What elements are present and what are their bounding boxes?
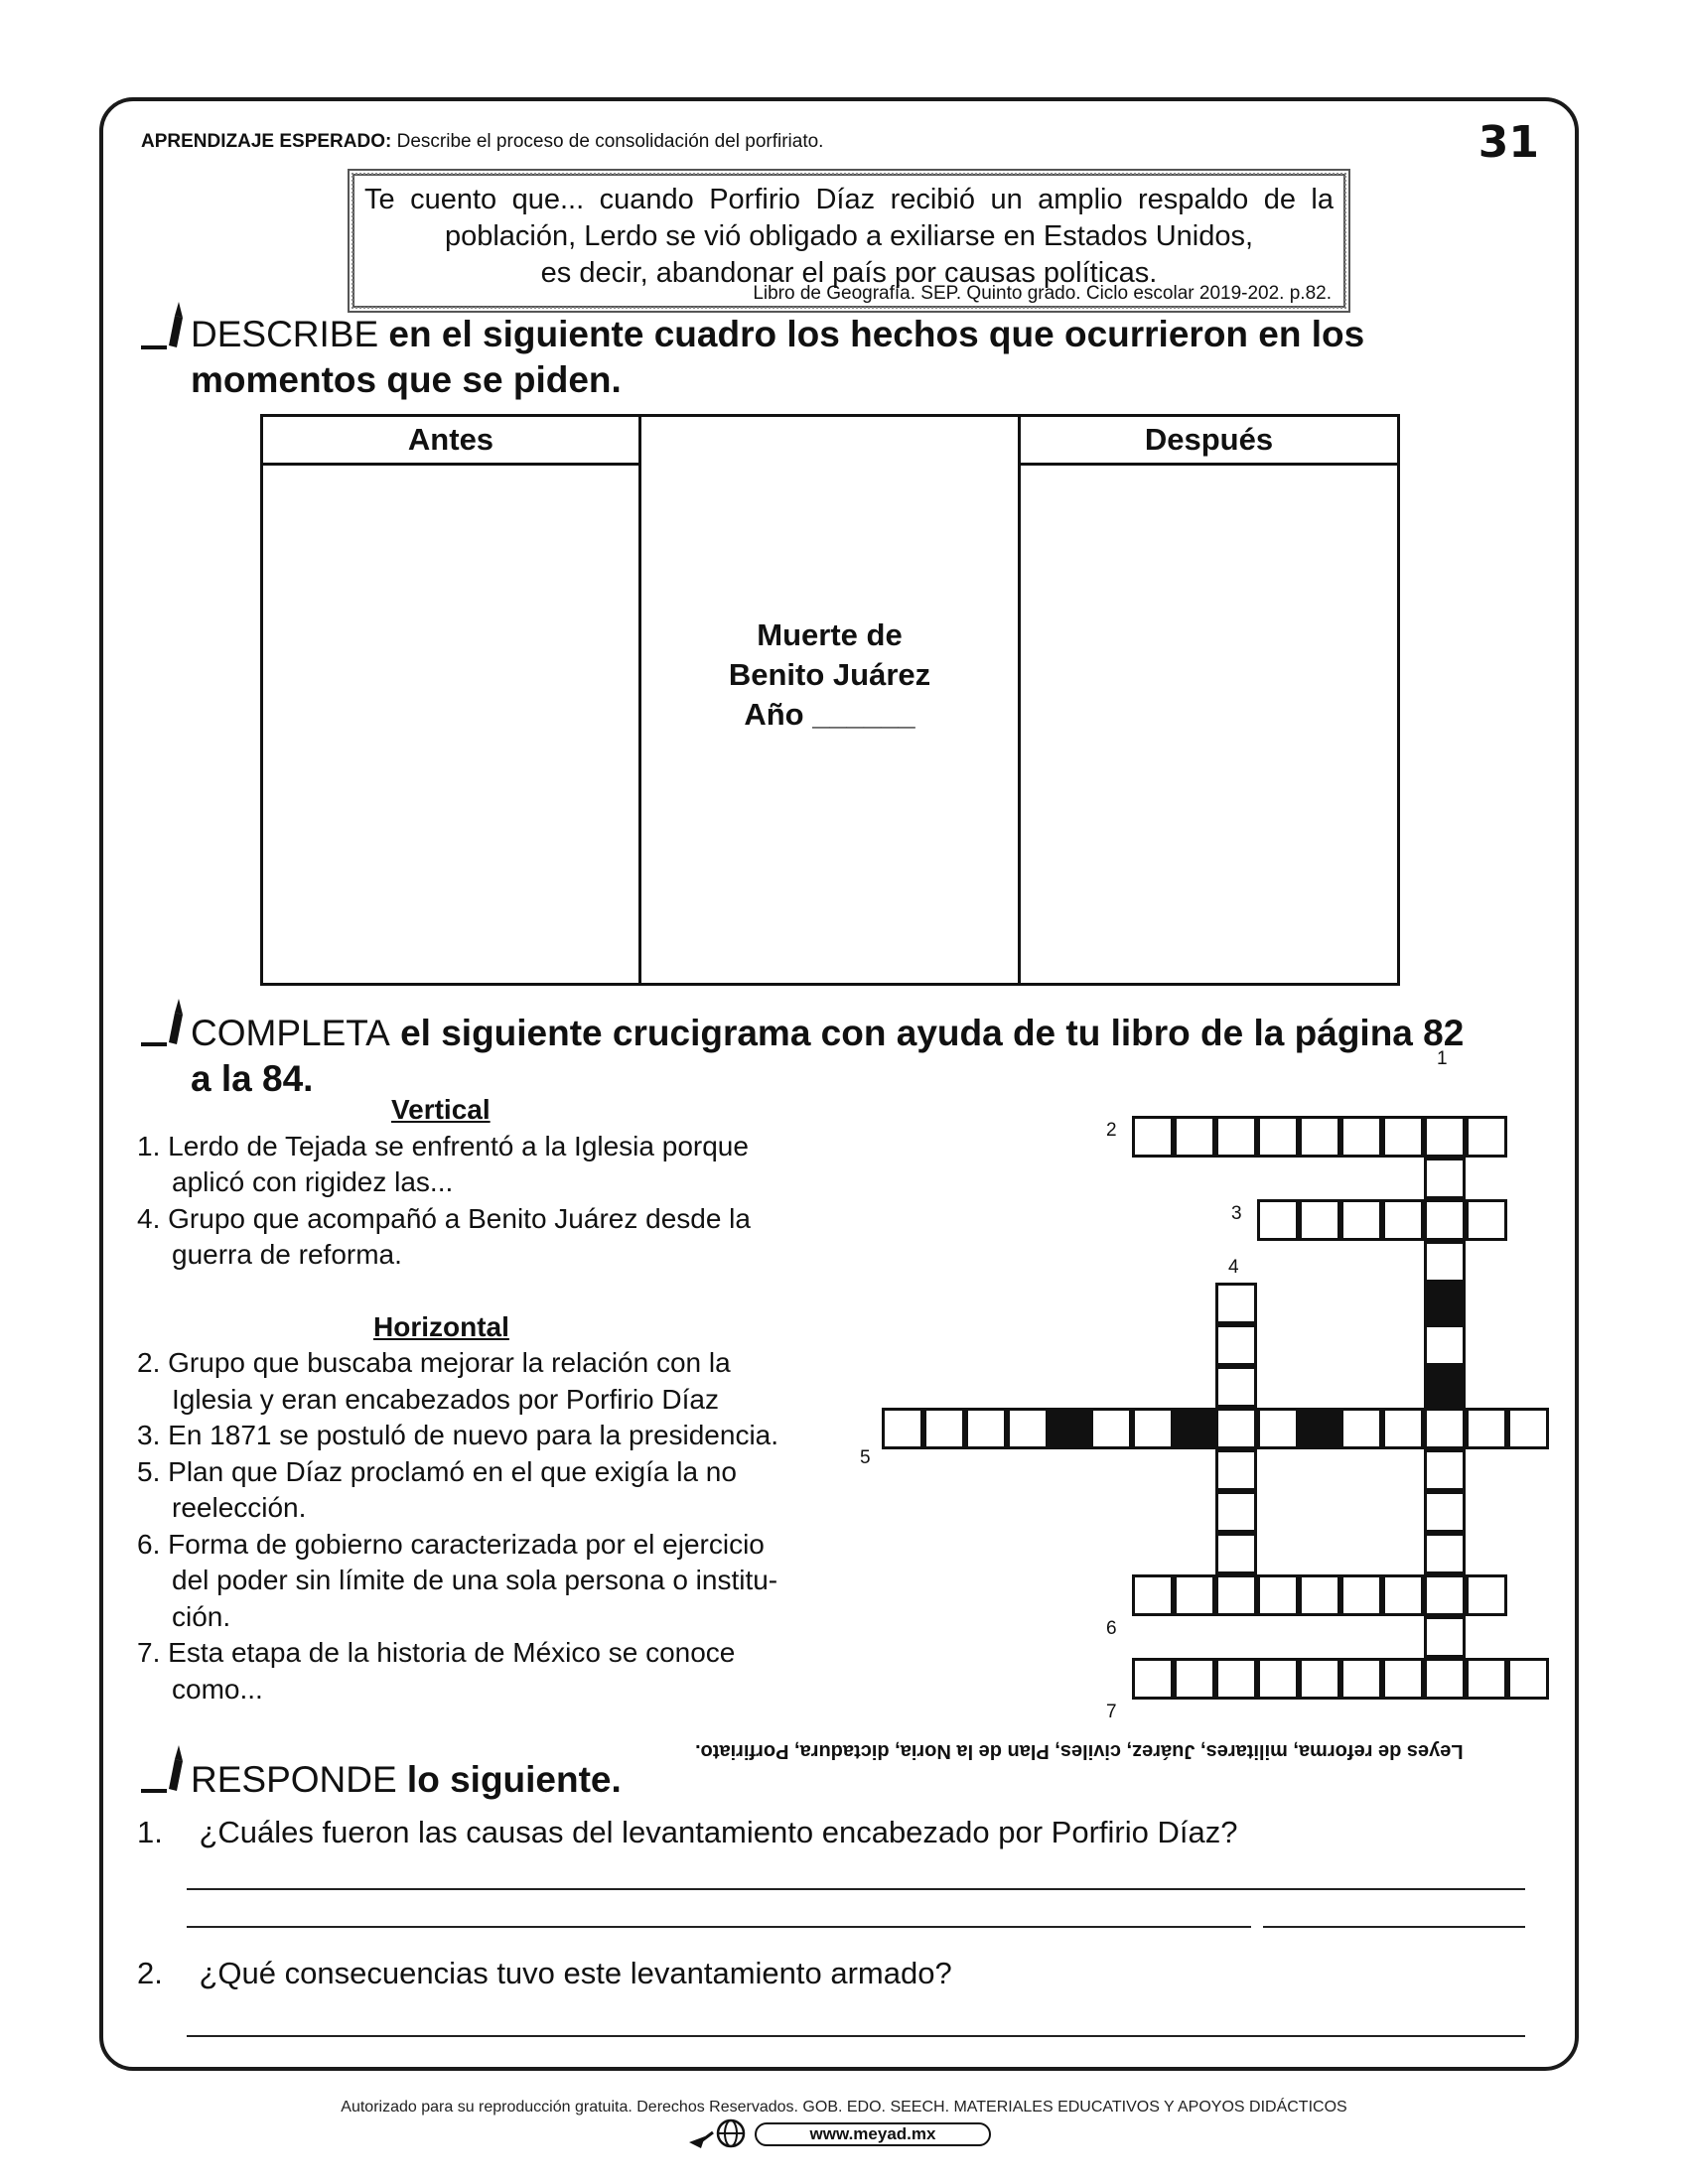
question-2 <box>137 1956 952 1991</box>
clue-text: Iglesia y eran encabezados por Porfirio Díaz <box>172 1383 719 1415</box>
after-header: Después <box>1021 417 1397 466</box>
crossword-cell[interactable] <box>1424 1491 1466 1533</box>
clue-number: 6. <box>137 1528 161 1560</box>
clue-vertical-4 <box>137 1201 852 1274</box>
crossword-cell[interactable] <box>1424 1449 1466 1491</box>
crossword-number: 3 <box>1231 1203 1242 1224</box>
clue-horizontal-2 <box>137 1345 852 1418</box>
crossword-cell[interactable] <box>1424 1158 1466 1199</box>
crossword-cell[interactable] <box>1340 1574 1382 1616</box>
clue-text: Grupo que acompañó a Benito Juárez desde la <box>168 1202 751 1234</box>
crossword-cell[interactable] <box>1215 1449 1257 1491</box>
year-blank[interactable]: Año ______ <box>744 697 915 732</box>
clue-number: 1. <box>137 1130 161 1161</box>
pencil-icon <box>139 296 191 351</box>
crossword-cell[interactable] <box>1424 1574 1466 1616</box>
crossword-cell[interactable] <box>1090 1408 1132 1449</box>
crossword-cell[interactable] <box>1382 1574 1424 1616</box>
question-text: ¿Qué consecuencias tuvo este levantamiento armado? <box>199 1956 952 1990</box>
describe-verb: DESCRIBE <box>191 314 379 354</box>
answer-line[interactable] <box>1263 1926 1525 1928</box>
section-respond-heading <box>191 1757 622 1803</box>
crossword-cell[interactable] <box>1340 1408 1382 1449</box>
crossword-number: 7 <box>1106 1702 1117 1722</box>
quote-line: es decir, abandonar el país por causas políticas. <box>540 257 1158 289</box>
objective-text: Describe el proceso de consolidación del porfiriato. <box>396 131 824 152</box>
crossword-cell[interactable] <box>1257 1116 1299 1158</box>
quote-box <box>348 169 1350 313</box>
complete-verb: COMPLETA <box>191 1013 390 1053</box>
heading-text: momentos que se piden. <box>191 359 622 400</box>
clue-horizontal-3 <box>137 1418 852 1454</box>
before-after-table <box>260 414 1400 986</box>
crossword-cell[interactable] <box>1424 1533 1466 1574</box>
crossword-cell[interactable] <box>1424 1408 1466 1449</box>
pencil-icon <box>139 1739 191 1795</box>
crossword-cell[interactable] <box>1215 1574 1257 1616</box>
clue-text: Esta etapa de la historia de México se conoce <box>168 1637 736 1668</box>
crossword-cell[interactable] <box>1424 1658 1466 1700</box>
center-line: Benito Juárez <box>728 657 931 692</box>
clue-text: del poder sin límite de una sola persona o institu- <box>172 1565 778 1595</box>
crossword-cell[interactable] <box>1466 1658 1507 1700</box>
crossword-cell[interactable] <box>1174 1574 1215 1616</box>
crossword-cell[interactable] <box>1007 1408 1049 1449</box>
crossword-cell[interactable] <box>1299 1658 1340 1700</box>
crossword-cell[interactable] <box>1132 1116 1174 1158</box>
heading-text: el siguiente crucigrama con ayuda de tu libro de la página 82 <box>389 1013 1465 1053</box>
quote-line: población, Lerdo se vió obligado a exiliarse en Estados Unidos, <box>444 220 1254 252</box>
center-event <box>641 615 1018 735</box>
question-1 <box>137 1815 1237 1850</box>
clue-text: En 1871 se postuló de nuevo para la presidencia. <box>168 1420 779 1450</box>
crossword-cell[interactable] <box>1466 1408 1507 1449</box>
crossword-cell[interactable] <box>1340 1658 1382 1700</box>
crossword-cell[interactable] <box>965 1408 1007 1449</box>
globe-arrow-icon <box>687 2116 751 2150</box>
answer-line[interactable] <box>187 1888 1525 1890</box>
crossword-cell[interactable] <box>1424 1616 1466 1658</box>
crossword-cell[interactable] <box>1257 1574 1299 1616</box>
respond-verb: RESPONDE <box>191 1759 397 1800</box>
crossword-cell[interactable] <box>1257 1408 1299 1449</box>
clue-text: reelección. <box>172 1492 307 1523</box>
crossword-cell[interactable] <box>1340 1116 1382 1158</box>
crossword-cell[interactable] <box>1215 1491 1257 1533</box>
crossword-block <box>1049 1408 1090 1449</box>
horizontal-title: Horizontal <box>373 1310 509 1342</box>
crossword-cell[interactable] <box>1466 1116 1507 1158</box>
clue-text: Lerdo de Tejada se enfrentó a la Iglesia porque <box>168 1130 749 1161</box>
crossword-cell[interactable] <box>1257 1199 1299 1241</box>
crossword-cell[interactable] <box>1340 1199 1382 1241</box>
clue-text: Forma de gobierno caracterizada por el ejercicio <box>168 1528 765 1560</box>
crossword-cell[interactable] <box>1424 1241 1466 1283</box>
before-header: Antes <box>263 417 638 466</box>
after-column[interactable] <box>1021 417 1397 983</box>
crossword-number: 1 <box>1437 1048 1448 1069</box>
crossword-cell[interactable] <box>1174 1658 1215 1700</box>
crossword-number: 2 <box>1106 1120 1117 1141</box>
crossword-cell[interactable] <box>1382 1116 1424 1158</box>
crossword-number: 6 <box>1106 1618 1117 1639</box>
answer-line[interactable] <box>187 1926 1251 1928</box>
crossword-block <box>1424 1366 1466 1408</box>
quote-line: Te cuento que... cuando Porfirio Díaz recibió un amplio respaldo de la <box>364 184 1334 215</box>
question-number: 2. <box>137 1956 163 1990</box>
crossword-cell[interactable] <box>1424 1116 1466 1158</box>
crossword-cell[interactable] <box>923 1408 965 1449</box>
crossword-cell[interactable] <box>1132 1408 1174 1449</box>
crossword-cell[interactable] <box>1257 1658 1299 1700</box>
clue-text: Grupo que buscaba mejorar la relación con la <box>168 1347 731 1378</box>
crossword-cell[interactable] <box>1382 1658 1424 1700</box>
crossword-number: 5 <box>860 1447 871 1468</box>
crossword-cell[interactable] <box>1215 1408 1257 1449</box>
clue-number: 5. <box>137 1455 161 1487</box>
pencil-icon <box>139 993 191 1048</box>
section-describe-heading <box>191 312 1364 403</box>
heading-text: a la 84. <box>191 1058 314 1099</box>
section-complete-heading <box>191 1011 1464 1102</box>
answer-line[interactable] <box>187 2035 1525 2037</box>
clue-vertical-1 <box>137 1129 852 1201</box>
clue-horizontal-7 <box>137 1635 852 1707</box>
crossword-block <box>1299 1408 1340 1449</box>
crossword-cell[interactable] <box>1215 1366 1257 1408</box>
objective-label: APRENDIZAJE ESPERADO: <box>141 131 392 152</box>
crossword-block <box>1424 1283 1466 1324</box>
crossword-cell[interactable] <box>1466 1574 1507 1616</box>
clue-text: guerra de reforma. <box>172 1239 402 1270</box>
center-line: Muerte de <box>757 617 903 652</box>
heading-text: lo siguiente. <box>396 1759 622 1800</box>
crossword-cell[interactable] <box>1424 1324 1466 1366</box>
clue-text: como... <box>172 1673 263 1705</box>
crossword-cell[interactable] <box>1215 1658 1257 1700</box>
crossword-cell[interactable] <box>1507 1408 1549 1449</box>
clue-text: aplicó con rigidez las... <box>172 1166 454 1197</box>
clue-number: 4. <box>137 1202 161 1234</box>
clue-text: Plan que Díaz proclamó en el que exigía la no <box>168 1455 737 1487</box>
clue-text: ción. <box>172 1600 231 1632</box>
crossword-block <box>1174 1408 1215 1449</box>
quote-source: Libro de Geografía. SEP. Quinto grado. Ciclo escolar 2019-202. p.82. <box>753 283 1332 304</box>
crossword-cell[interactable] <box>1299 1199 1340 1241</box>
crossword-cell[interactable] <box>1299 1116 1340 1158</box>
question-text: ¿Cuáles fueron las causas del levantamiento encabezado por Porfirio Díaz? <box>199 1815 1238 1849</box>
crossword-cell[interactable] <box>1466 1199 1507 1241</box>
question-number: 1. <box>137 1815 163 1849</box>
footer-rights: Autorizado para su reproducción gratuita. Derechos Reservados. GOB. EDO. SEECH. MATERIALES EDUCATIVOS Y APOYOS DIDÁCTICOS <box>341 2099 1347 2116</box>
crossword-cell[interactable] <box>1215 1533 1257 1574</box>
clue-number: 7. <box>137 1637 161 1668</box>
page-number: 31 <box>1477 117 1539 168</box>
crossword-cell[interactable] <box>1132 1574 1174 1616</box>
crossword-cell[interactable] <box>1132 1658 1174 1700</box>
clue-number: 3. <box>137 1420 161 1450</box>
clue-horizontal-5 <box>137 1454 852 1527</box>
crossword-cell[interactable] <box>1299 1574 1340 1616</box>
vertical-title: Vertical <box>391 1094 491 1125</box>
clue-number: 2. <box>137 1347 161 1378</box>
crossword-cell[interactable] <box>882 1408 923 1449</box>
before-column[interactable] <box>263 417 641 983</box>
clues-panel <box>137 1092 852 1707</box>
crossword-cell[interactable] <box>1215 1116 1257 1158</box>
clue-horizontal-6 <box>137 1527 852 1636</box>
crossword-cell[interactable] <box>1174 1116 1215 1158</box>
crossword-cell[interactable] <box>1424 1199 1466 1241</box>
crossword-cell[interactable] <box>1215 1324 1257 1366</box>
answer-bank: Leyes de reforma, militares, Juárez, civiles, Plan de la Noria, dictadura, Porfiriato. <box>695 1740 1464 1762</box>
center-column <box>641 417 1021 983</box>
heading-text: en el siguiente cuadro los hechos que ocurrieron en los <box>378 314 1365 354</box>
website-link[interactable]: www.meyad.mx <box>755 2122 991 2146</box>
crossword-cell[interactable] <box>1382 1408 1424 1449</box>
crossword-cell[interactable] <box>1507 1658 1549 1700</box>
crossword-cell[interactable] <box>1215 1283 1257 1324</box>
learning-objective <box>141 131 823 153</box>
crossword-cell[interactable] <box>1382 1199 1424 1241</box>
crossword-number: 4 <box>1228 1257 1239 1278</box>
